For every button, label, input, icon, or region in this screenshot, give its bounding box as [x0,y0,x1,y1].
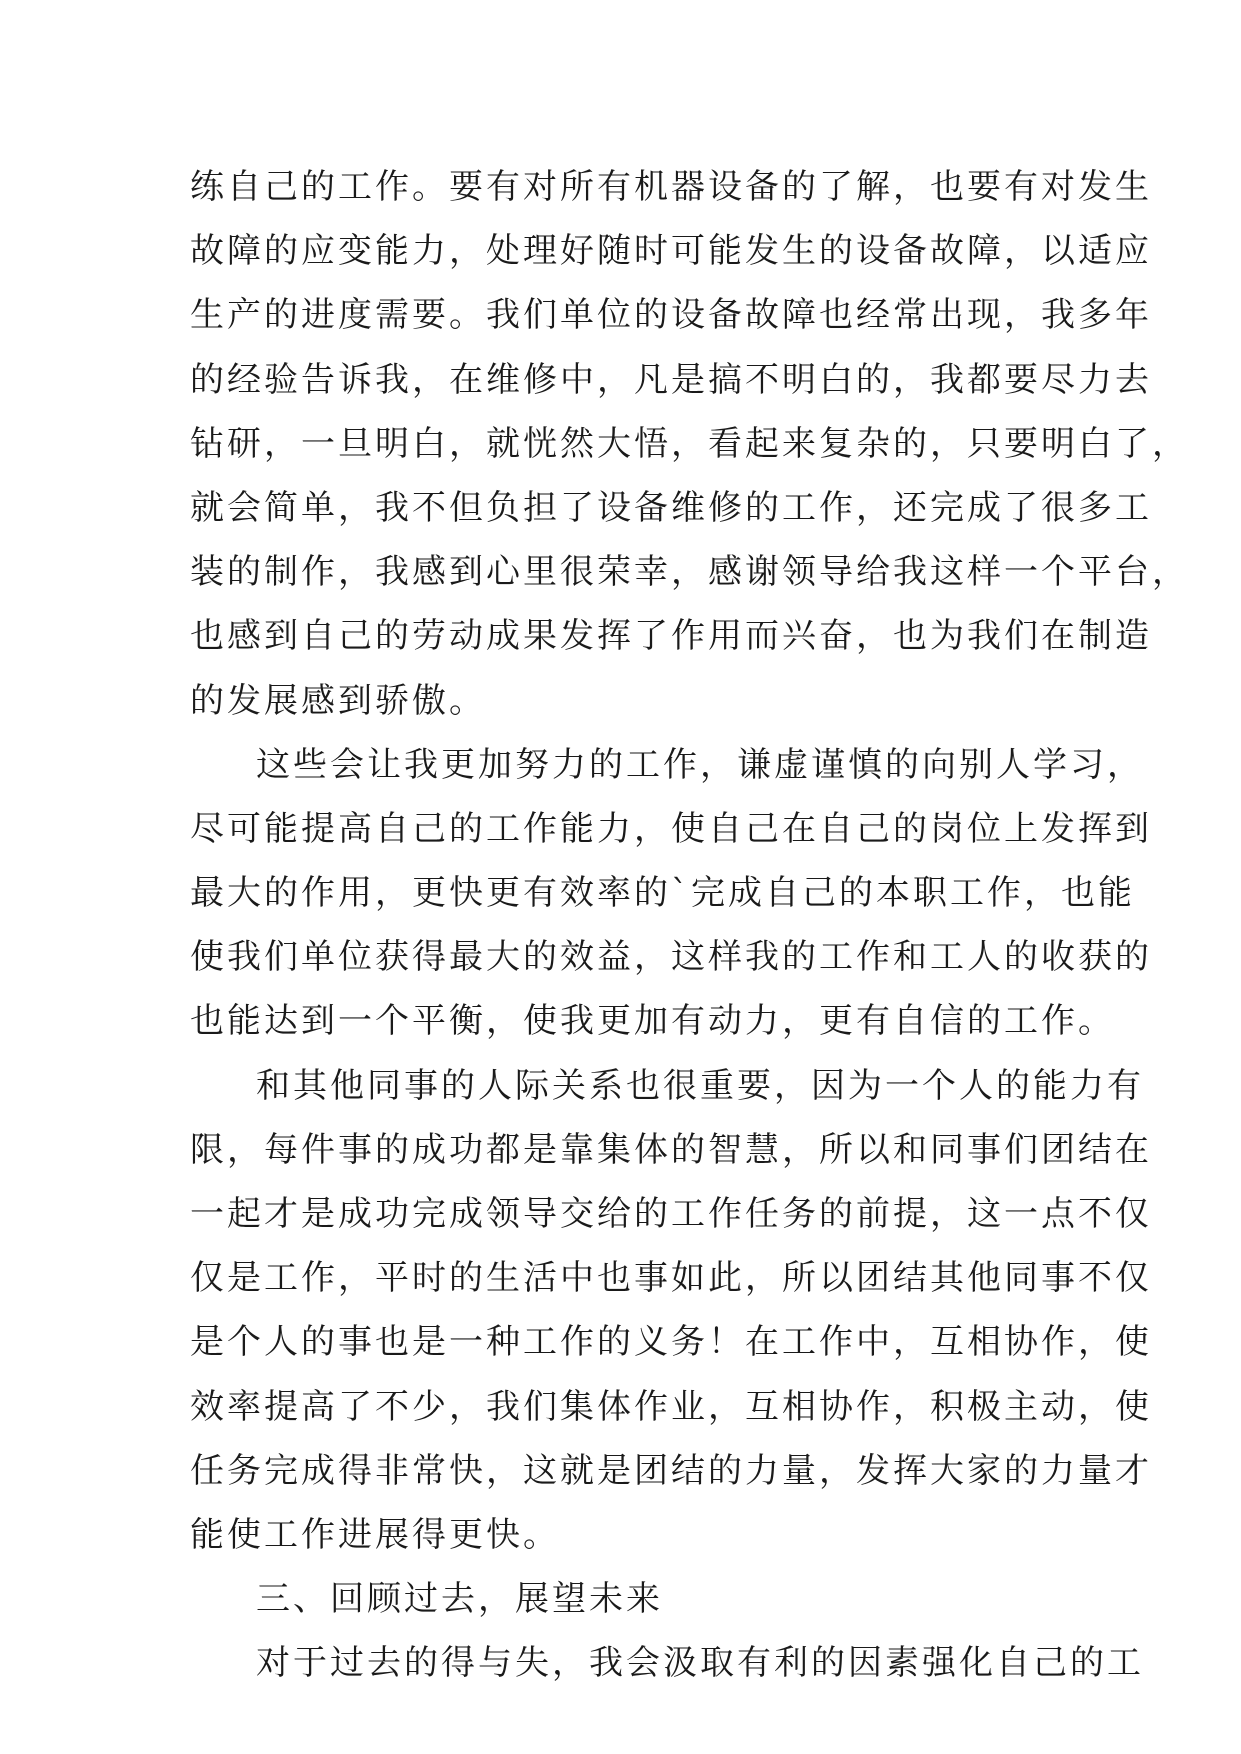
text-line: 也能达到一个平衡，使我更加有动力，更有自信的工作。 [190,1001,1115,1042]
text-line: 的发展感到骄傲。 [190,680,486,721]
document-body [190,155,1189,1696]
paragraph-start-line: 这些会让我更加努力的工作，谦虚谨慎的向别人学习， [256,744,1144,785]
paragraph-start-line: 对于过去的得与失，我会汲取有利的因素强化自己的工 [256,1643,1144,1684]
text-line: 故障的应变能力，处理好随时可能发生的设备故障，以适应 [190,231,1152,272]
text-line: 生产的进度需要。我们单位的设备故障也经常出现，我多年 [190,295,1152,336]
section-heading: 三、回顾过去，展望未来 [256,1579,663,1620]
text-line: 是个人的事也是一种工作的义务！在工作中，互相协作，使 [190,1322,1152,1363]
text-line: 练自己的工作。要有对所有机器设备的了解，也要有对发生 [190,167,1152,207]
text-line: 任务完成得非常快，这就是团结的力量，发挥大家的力量才 [190,1450,1152,1491]
paragraph-start-line: 和其他同事的人际关系也很重要，因为一个人的能力有 [256,1065,1144,1106]
text-line: 仅是工作，平时的生活中也事如此，所以团结其他同事不仅 [190,1258,1152,1299]
text-line: 也感到自己的劳动成果发挥了作用而兴奋，也为我们在制造 [190,616,1152,657]
text-line: 尽可能提高自己的工作能力，使自己在自己的岗位上发挥到 [190,808,1152,849]
text-line: 就会简单，我不但负担了设备维修的工作，还完成了很多工 [190,487,1152,528]
text-line: 使我们单位获得最大的效益，这样我的工作和工人的收获的 [190,937,1152,978]
text-line: 的经验告诉我，在维修中，凡是搞不明白的，我都要尽力去 [190,359,1152,400]
text-line: 效率提高了不少，我们集体作业，互相协作，积极主动，使 [190,1386,1152,1427]
text-line: 一起才是成功完成领导交给的工作任务的前提，这一点不仅 [190,1194,1152,1234]
text-line: 能使工作进展得更快。 [190,1514,560,1555]
text-line: 限，每件事的成功都是靠集体的智慧，所以和同事们团结在 [190,1129,1152,1170]
text-line: 最大的作用，更快更有效率的`完成自己的本职工作，也能 [190,873,1135,914]
text-line: 钻研，一旦明白，就恍然大悟，看起来复杂的，只要明白了， [190,423,1189,464]
text-line: 装的制作，我感到心里很荣幸，感谢领导给我这样一个平台， [190,552,1189,593]
